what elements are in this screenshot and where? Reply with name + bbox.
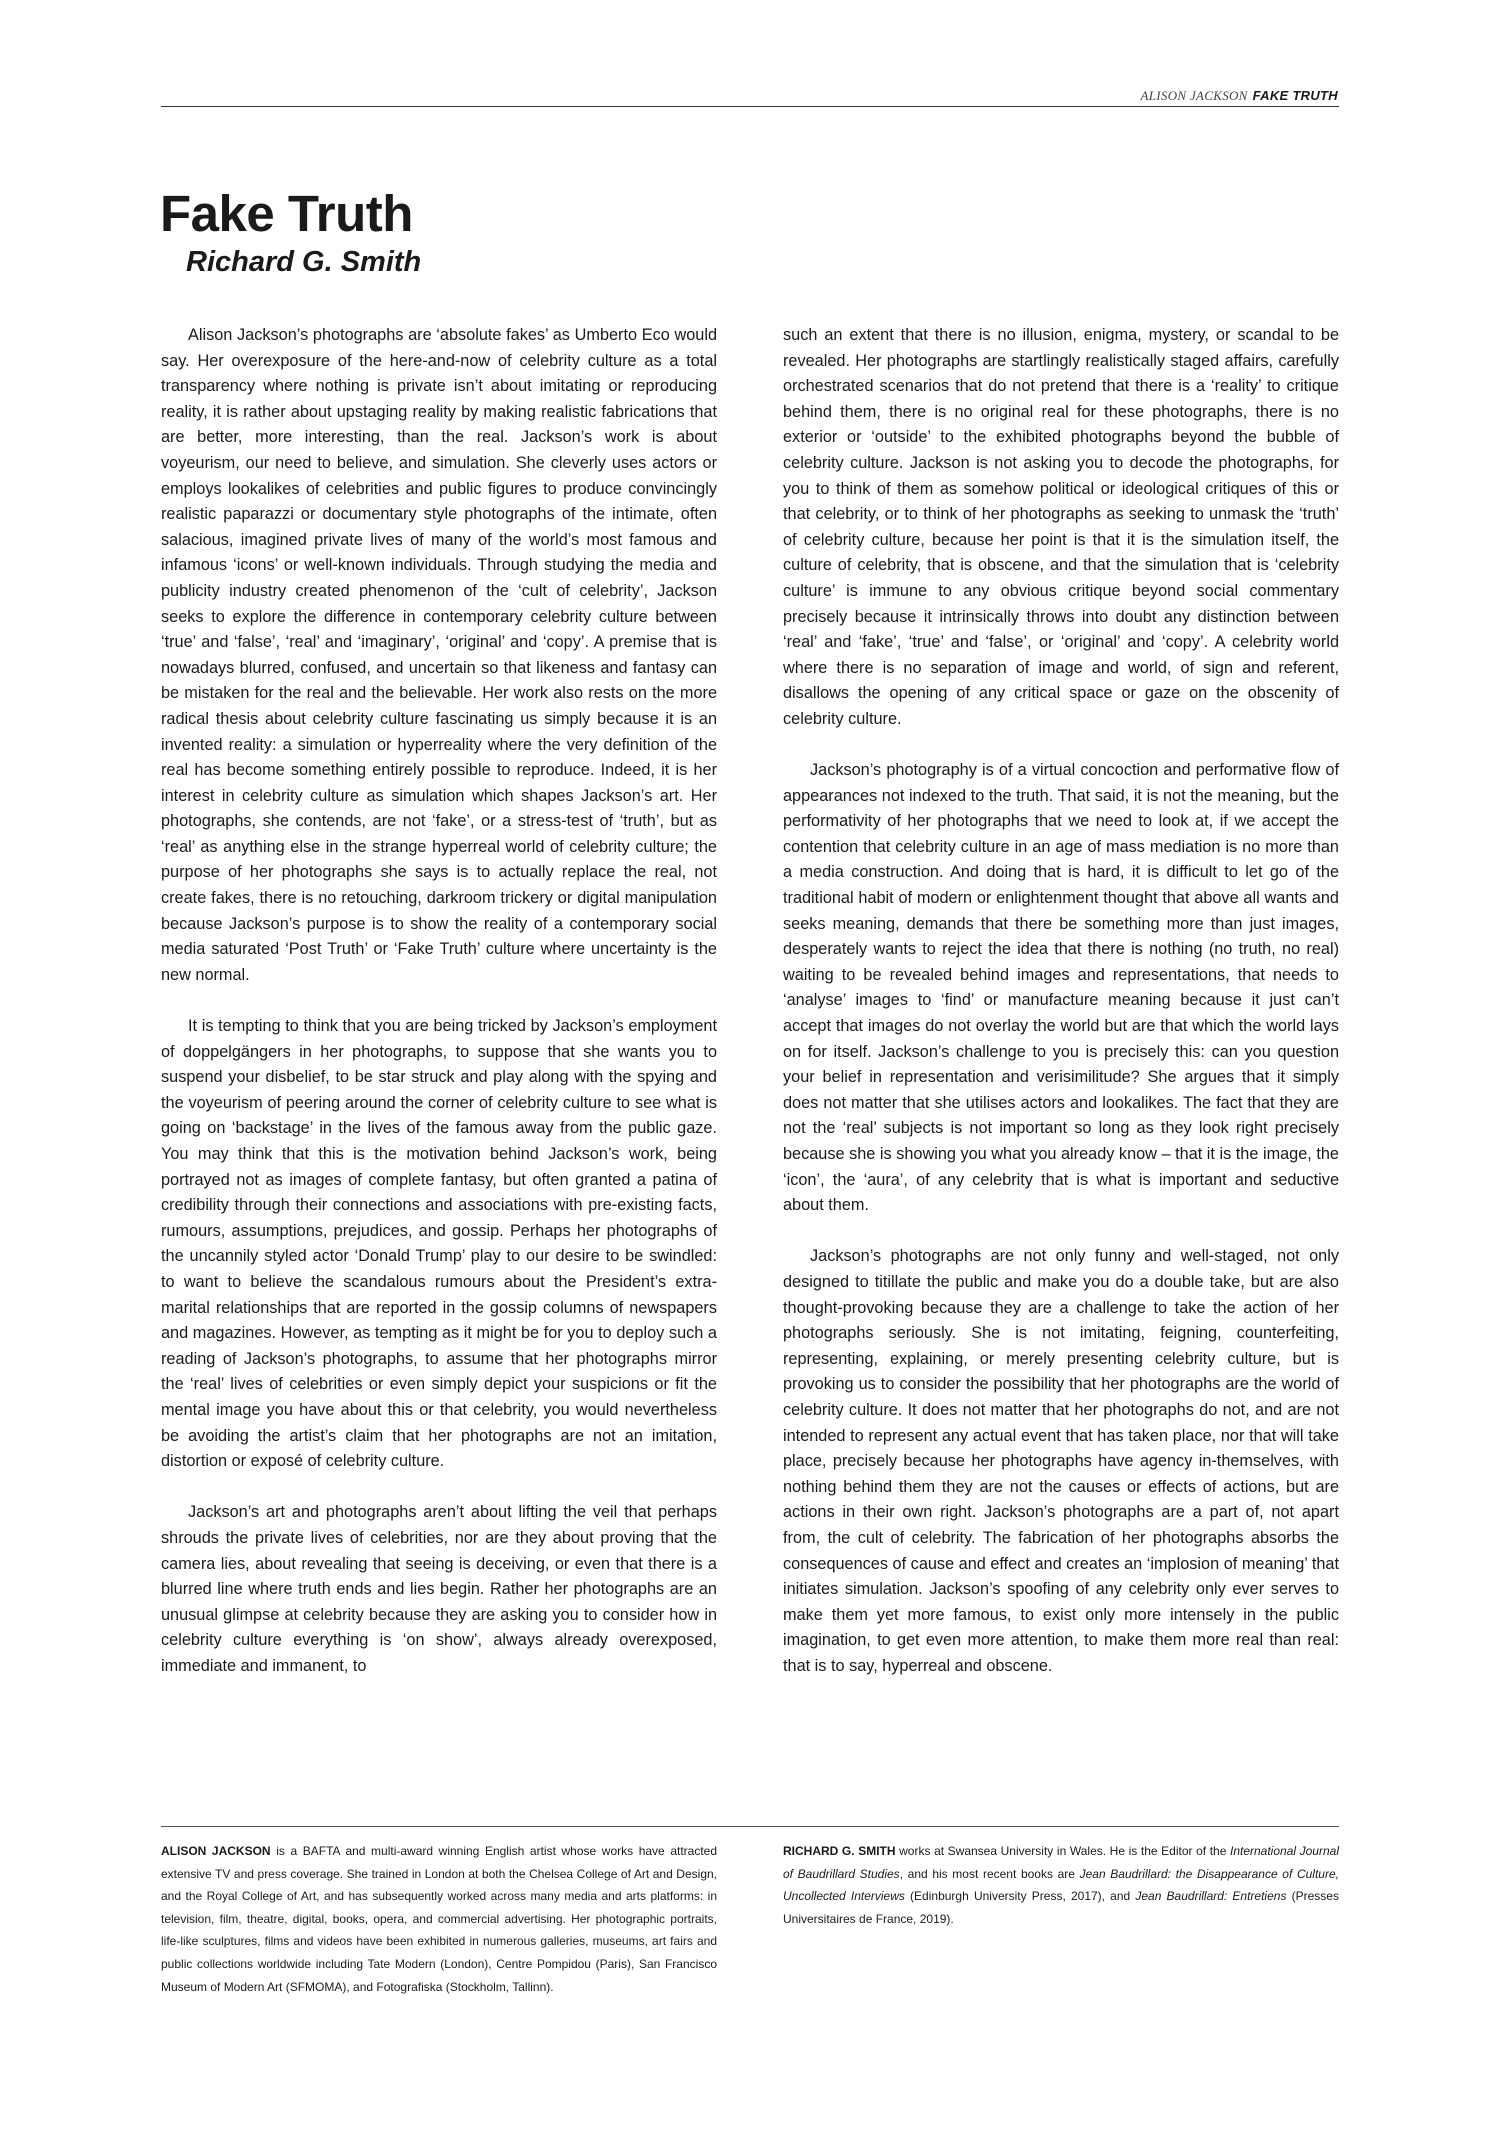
author-bio-text: (Presses Universitaires de France, 2019). [783,1889,1339,1926]
artist-bio-name: ALISON JACKSON [161,1844,271,1858]
author-bio-book: Jean Baudrillard: the Disappearance of Culture, Uncollected Interviews [783,1866,1339,1904]
body-column-left [161,323,717,1705]
body-column-right [783,323,1339,1705]
running-head [1141,88,1338,104]
author-bio [783,1840,1339,1930]
article-title: Fake Truth [160,185,413,242]
body-paragraph: Alison Jackson’s photographs are ‘absolute fakes’ as Umberto Eco would say. Her overexposure of the here-and-now of celebrity culture as a total transparency where nothing is private isn’t about imitating or reproducing reality, it is rather about upstaging reality by making realistic fabrications that are better, more interesting, than the real. Jackson’s work is about voyeurism, our need to believe, and simulation. She cleverly uses actors or employs lookalikes of celebrities and public figures to produce convincingly realistic paparazzi or documentary style photographs of the intimate, often salacious, imagined private lives of many of the world’s most famous and infamous ‘icons’ or well-known individuals. Through studying the media and publicity industry created phenomenon of the ‘cult of celebrity’, Jackson seeks to explore the difference in contemporary celebrity culture between ‘true’ and ‘false’, ‘real’ and ‘imaginary’, ‘original’ and ‘copy’. A premise that is nowadays blurred, confused, and uncertain so that likeness and fantasy can be mistaken for the real and the believable. Her work also rests on the more radical thesis about celebrity culture fascinating us simply because it is an invented reality: a simulation or hyperreality where the very definition of the real has become something entirely possible to reproduce. Indeed, it is her interest in celebrity culture as simulation which shapes Jackson’s art. Her photographs, she contends, are not ‘fake’, or a stress-test of ‘truth’, but as ‘real’ as anything else in the strange hyperreal world of celebrity culture; the purpose of her photographs she says is to actually replace the real, not create fakes, there is no retouching, darkroom trickery or digital manipulation because Jackson’s purpose is to show the reality of a contemporary social media saturated ‘Post Truth’ or ‘Fake Truth’ culture where uncertainty is the new normal. [161,326,717,984]
running-head-author: ALISON JACKSON [1140,88,1248,103]
body-paragraph: It is tempting to think that you are being tricked by Jackson’s employment of doppelgängers in her photographs, to suppose that she wants you to suspend your disbelief, to be star struck and play along with the spying and the voyeurism of peering around the corner of celebrity culture to see what is going on ‘backstage’ in the lives of the famous away from the public gaze. You may think that this is the motivation behind Jackson’s work, being portrayed not as images of complete fantasy, but often granted a patina of credibility through their connections and associations with pre-existing facts, rumours, assumptions, prejudices, and gossip. Perhaps her photographs of the uncannily styled actor ‘Donald Trump’ play to our desire to be swindled: to want to believe the scandalous rumours about the President’s extra-marital relationships that are reported in the gossip columns of newspapers and magazines. However, as tempting as it might be for you to deploy such a reading of Jackson’s photographs, to assume that her photographs mirror the ‘real’ lives of celebrities or even simply depict your suspicions or fit the mental image you have about this or that celebrity, you would nevertheless be avoiding the artist’s claim that her photographs are not an imitation, distortion or exposé of celebrity culture. [161,1017,717,1471]
artist-bio-text: is a BAFTA and multi-award winning English artist whose works have attracted extensive TV and press coverage. She trained in London at both the Chelsea College of Art and Design, and the Royal College of Art, and has subsequently worked across many media and arts platforms: in television, film, theatre, digital, books, opera, and commercial advertising. Her photographic portraits, life-like sculptures, films and videos have been exhibited in numerous galleries, museums, art fairs and public collections worldwide including Tate Modern (London), Centre Pompidou (Paris), San Francisco Museum of Modern Art (SFMOMA), and Fotografiska (Stockholm, Tallinn). [161,1844,718,1994]
author-bio-name: RICHARD G. SMITH [783,1844,896,1858]
body-paragraph: Jackson’s photographs are not only funny and well-staged, not only designed to titillate the public and make you do a double take, but are also thought-provoking because they are a challenge to take the action of her photographs seriously. She is not imitating, feigning, counterfeiting, representing, explaining, or merely presenting celebrity culture, but is provoking us to consider the possibility that her photographs are the world of celebrity culture. It does not matter that her photographs do not, and are not intended to represent any actual event that has taken place, nor that will take place, precisely because her photographs have agency in-themselves, with nothing behind them they are not the causes or effects of actions, but are actions in their own right. Jackson’s photographs are a part of, not apart from, the cult of celebrity. The fabrication of her photographs absorbs the consequences of cause and effect and creates an ‘implosion of meaning’ that initiates simulation. Jackson’s spoofing of any celebrity only ever serves to make them yet more famous, to exist only more intensely in the public imagination, to get even more attention, to make them more real than real: that is to say, hyperreal and obscene. [783,1247,1339,1675]
article-author: Richard G. Smith [186,246,422,278]
footnote-rule [161,1826,1339,1827]
body-paragraph-continued: such an extent that there is no illusion, enigma, mystery, or scandal to be revealed. Her photographs are startlingly realistically staged affairs, carefully orchestrated scenarios that do not pretend that there is a ‘reality’ to critique behind them, there is no original real for these photographs, there is no exterior or ‘outside’ to the exhibited photographs beyond the bubble of celebrity culture. Jackson is not asking you to decode the photographs, for you to think of them as somehow political or ideological critiques of this or that celebrity, or to think of her photographs as seeking to unmask the ‘truth’ of celebrity culture, because her point is that it is the simulation itself, the culture of celebrity, that is obscene, and that the simulation that is ‘celebrity culture’ is immune to any obvious critique beyond social commentary precisely because it intrinsically throws into doubt any distinction between ‘real’ and ‘fake’, ‘true’ and ‘false’, or ‘original’ and ‘copy’. A celebrity world where there is no separation of image and world, of sign and referent, disallows the opening of any critical space or gaze on the obscenity of celebrity culture. [783,326,1339,728]
artist-bio [161,1840,717,1998]
author-bio-text: works at Swansea University in Wales. He is the Editor of the [895,1844,1230,1858]
body-paragraph: Jackson’s art and photographs aren’t about lifting the veil that perhaps shrouds the private lives of celebrities, nor are they about proving that the camera lies, about revealing that seeing is deceiving, or even that there is a blurred line where truth ends and lies begin. Rather her photographs are an unusual glimpse at celebrity because they are asking you to consider how in celebrity culture everything is ‘on show’, always already overexposed, immediate and immanent, to [161,1503,717,1675]
body-paragraph: Jackson’s photography is of a virtual concoction and performative flow of appearances not indexed to the truth. That said, it is not the meaning, but the performativity of her photographs that we need to look at, if we accept the contention that celebrity culture in an age of mass mediation is no more than a media construction. And doing that is hard, it is difficult to let go of the traditional habit of modern or enlightenment thought that above all wants and seeks meaning, demands that there be something more than just images, desperately wants to reject the idea that there is nothing (no truth, no real) waiting to be revealed behind images and representations, that needs to ‘analyse’ images to ‘find’ or manufacture meaning because it just can’t accept that images do not overlay the world but are that which the world lays on for itself. Jackson’s challenge to you is precisely this: can you question your belief in representation and verisimilitude? She argues that it simply does not matter that she utilises actors and lookalikes. The fact that they are not the ‘real’ subjects is not important so long as they look right precisely because she is showing you what you already know – that it is the image, the ‘icon’, the ‘aura’, of any celebrity that is what is important and seductive about them. [783,761,1339,1215]
running-head-title: FAKE TRUTH [1252,88,1338,103]
header-rule [161,106,1339,107]
author-bio-text: (Edinburgh University Press, 2017), and [904,1889,1136,1904]
author-bio-journal: International Journal of Baudrillard Studies [783,1844,1339,1881]
author-bio-book: Jean Baudrillard: Entretiens [1135,1889,1287,1904]
author-bio-text: , and his most recent books are [899,1866,1080,1881]
